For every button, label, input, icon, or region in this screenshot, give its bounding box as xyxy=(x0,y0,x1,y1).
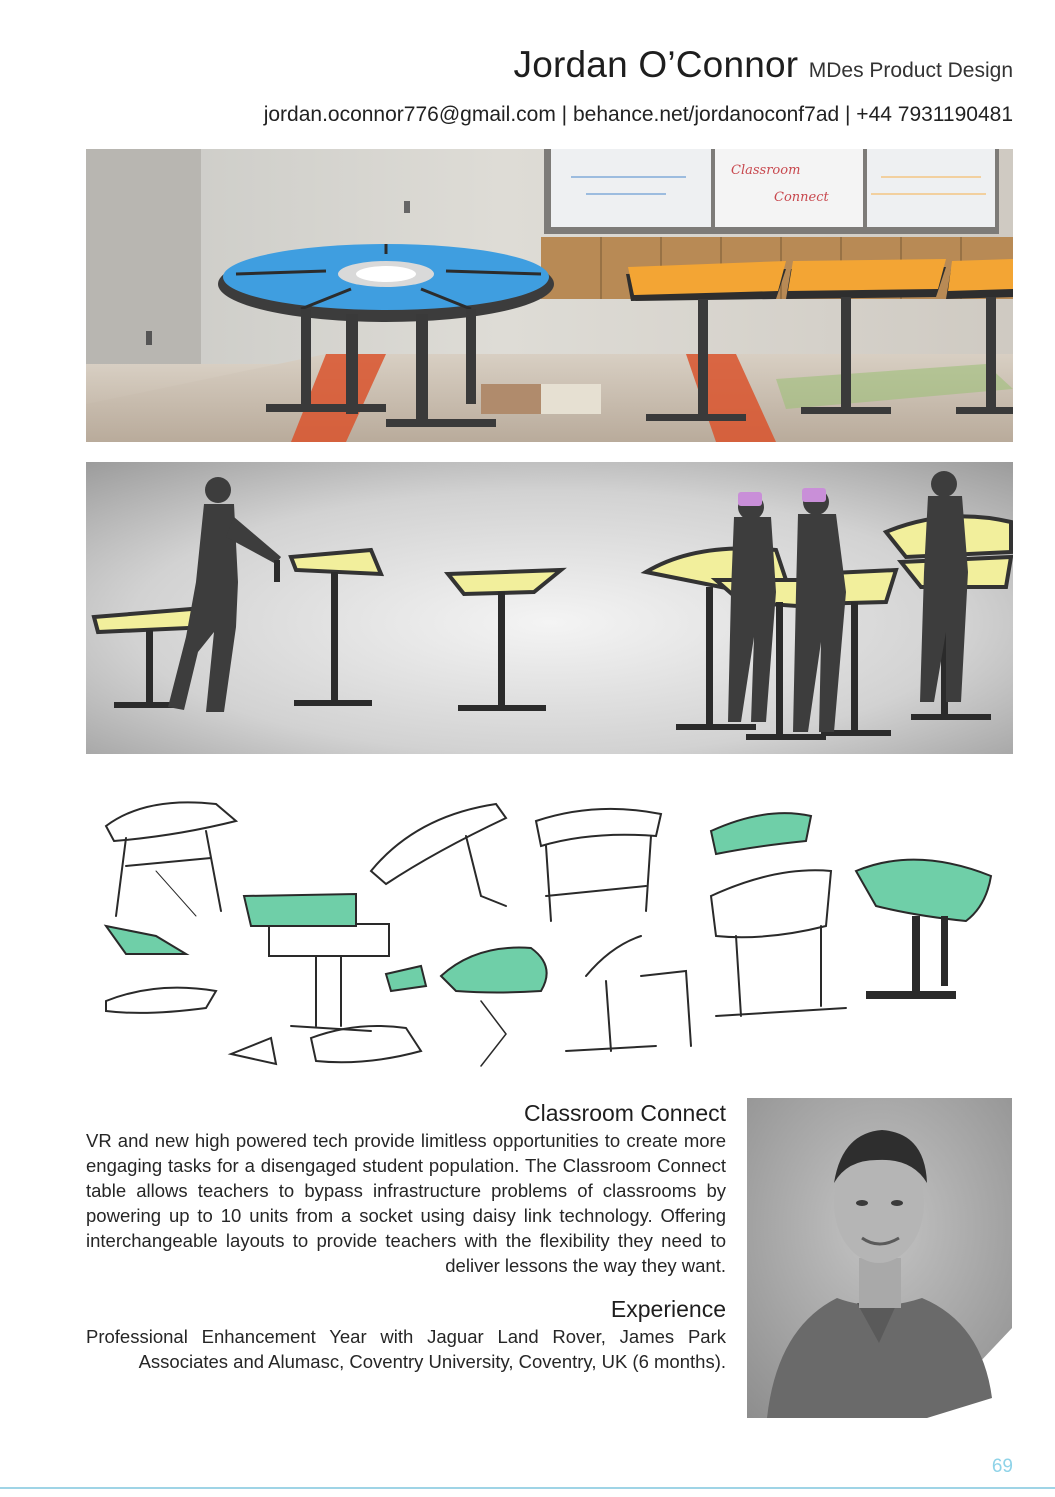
contact-line: jordan.oconnor776@gmail.com | behance.net/jordanoconf7ad | +44 7931190481 xyxy=(263,103,1013,126)
author-name: Jordan O’Connor xyxy=(513,44,799,85)
whiteboard-word-2: Connect xyxy=(774,190,829,205)
experience-description: Professional Enhancement Year with Jaguar Land Rover, James Park Associates and Alumasc, Coventry University, Coventry, UK (6 months). xyxy=(86,1326,726,1372)
author-heading xyxy=(514,44,1013,86)
portrait-photo xyxy=(747,1098,1012,1418)
tables-render-image xyxy=(86,462,1013,754)
svg-text:Classroom xyxy=(731,163,800,178)
svg-text:Connect xyxy=(774,190,829,205)
page-number: 69 xyxy=(991,1456,1013,1477)
author-degree: MDes Product Design xyxy=(808,59,1013,82)
bottom-divider xyxy=(0,1487,1055,1489)
classroom-render-image xyxy=(86,149,1013,442)
sketches-image xyxy=(86,776,1013,1076)
project-description: VR and new high powered tech provide limitless opportunities to create more engaging tasks for a disengaged student population. The Classroom Connect table allows teachers to bypass infrastructure problems of classrooms by powering up to 10 units from a socket using daisy link technology. Offering interchangeable layouts to provide teachers with the flexibility they need to deliver lessons the way they want. xyxy=(86,1130,726,1276)
project-title: Classroom Connect xyxy=(524,1100,726,1126)
whiteboard-word-1: Classroom xyxy=(731,163,801,178)
body-text xyxy=(86,1098,726,1374)
experience-title: Experience xyxy=(610,1296,726,1322)
